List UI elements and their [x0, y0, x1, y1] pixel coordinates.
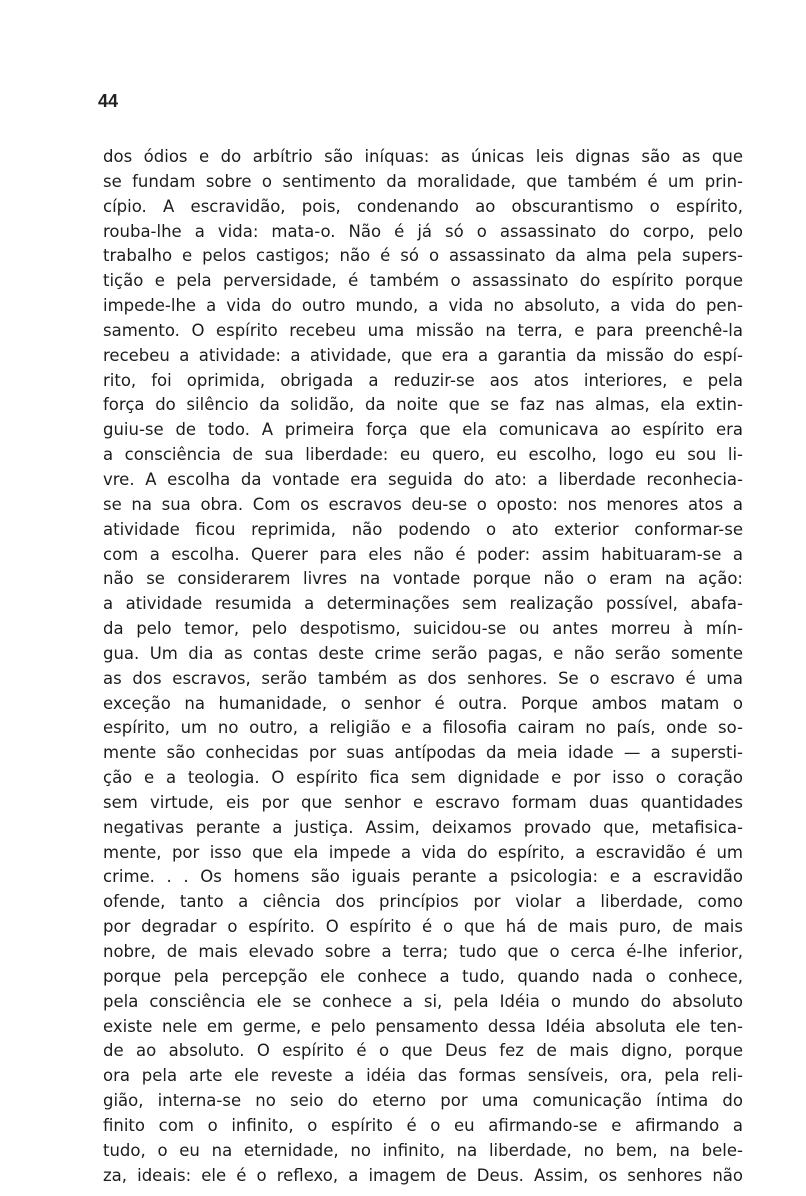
text-line: não se considerarem livres na vontade porque não o eram na ação: — [103, 569, 743, 589]
text-line: dos ódios e do arbítrio são iníquas: as únicas leis dignas são as que — [103, 147, 743, 166]
text-line: com a escolha. Querer para eles não é poder: assim habituaram-se a — [103, 544, 743, 564]
text-line: vre. A escolha da vontade era seguida do ato: a liberdade reconhecia- — [103, 469, 743, 489]
body-text — [103, 145, 743, 1188]
text-line: mente são conhecidas por suas antípodas da meia idade — a supersti- — [103, 743, 743, 763]
text-line: as dos escravos, serão também as dos senhores. Se o escravo é uma — [103, 668, 743, 688]
text-line: tudo, o eu na eternidade, no infinito, na liberdade, no bem, na bele- — [103, 1140, 743, 1160]
text-line: a atividade resumida a determinações sem realização possível, abafa- — [103, 594, 743, 614]
text-line: existe nele em germe, e pelo pensamento dessa Idéia absoluta ele ten- — [103, 1016, 743, 1036]
text-line: finito com o infinito, o espírito é o eu afirmando-se e afirmando a — [103, 1115, 743, 1135]
text-line: tição e pela perversidade, é também o assassinato do espírito porque — [103, 271, 743, 291]
text-line: impede-lhe a vida do outro mundo, a vida no absoluto, a vida do pen- — [103, 296, 743, 316]
text-line: ção e a teologia. O espírito fica sem dignidade e por isso o coração — [103, 768, 743, 788]
text-line: cípio. A escravidão, pois, condenando ao obscurantismo o espírito, — [103, 196, 743, 216]
text-line: porque pela percepção ele conhece a tudo, quando nada o conhece, — [103, 966, 743, 986]
text-line: atividade ficou reprimida, não podendo o ato exterior conformar-se — [103, 519, 743, 539]
text-line: sem virtude, eis por que senhor e escravo formam duas quantidades — [103, 792, 743, 812]
page-number: 44 — [98, 91, 119, 111]
text-line: ora pela arte ele reveste a idéia das formas sensíveis, ora, pela reli- — [103, 1066, 743, 1086]
text-line: gua. Um dia as contas deste crime serão pagas, e não serão somente — [103, 643, 743, 663]
text-line: nobre, de mais elevado sobre a terra; tudo que o cerca é-lhe inferior, — [103, 942, 743, 961]
text-line: recebeu a atividade: a atividade, que era a garantia da missão do espí- — [103, 345, 743, 365]
text-line: negativas perante a justiça. Assim, deixamos provado que, metafisica- — [103, 817, 743, 837]
text-line: za, ideais: ele é o reflexo, a imagem de Deus. Assim, os senhores não — [103, 1165, 743, 1185]
text-line: por degradar o espírito. O espírito é o que há de mais puro, de mais — [103, 917, 743, 937]
text-line: exceção na humanidade, o senhor é outra. Porque ambos matam o — [103, 693, 743, 713]
text-line: ofende, tanto a ciência dos princípios por violar a liberdade, como — [103, 892, 743, 912]
text-line: mente, por isso que ela impede a vida do espírito, a escravidão é um — [103, 842, 743, 862]
text-line: espírito, um no outro, a religião e a filosofia cairam no país, onde so- — [103, 718, 743, 738]
text-line: trabalho e pelos castigos; não é só o assassinato da alma pela supers- — [103, 246, 743, 266]
text-line: gião, interna-se no seio do eterno por uma comunicação íntima do — [103, 1091, 743, 1111]
text-line: crime. . . Os homens são iguais perante a psicologia: e a escravidão — [103, 867, 743, 887]
text-line: samento. O espírito recebeu uma missão na terra, e para preenchê-la — [103, 320, 743, 340]
text-line: guiu-se de todo. A primeira força que ela comunicava ao espírito era — [103, 420, 743, 440]
text-line: a consciência de sua liberdade: eu quero, eu escolho, logo eu sou li- — [103, 445, 743, 465]
text-line: pela consciência ele se conhece a si, pela Idéia o mundo do absoluto — [103, 991, 743, 1011]
text-line: da pelo temor, pelo despotismo, suicidou-se ou antes morreu à mín- — [103, 619, 743, 639]
text-line: de ao absoluto. O espírito é o que Deus fez de mais digno, porque — [103, 1041, 743, 1061]
text-line: força do silêncio da solidão, da noite que se faz nas almas, ela extin- — [103, 395, 743, 415]
text-line: rito, foi oprimida, obrigada a reduzir-se aos atos interiores, e pela — [103, 370, 743, 390]
text-line: rouba-lhe a vida: mata-o. Não é já só o assassinato do corpo, pelo — [103, 221, 743, 241]
text-line: se na sua obra. Com os escravos deu-se o oposto: nos menores atos a — [103, 494, 743, 514]
text-line: se fundam sobre o sentimento da moralidade, que também é um prin- — [103, 171, 743, 191]
